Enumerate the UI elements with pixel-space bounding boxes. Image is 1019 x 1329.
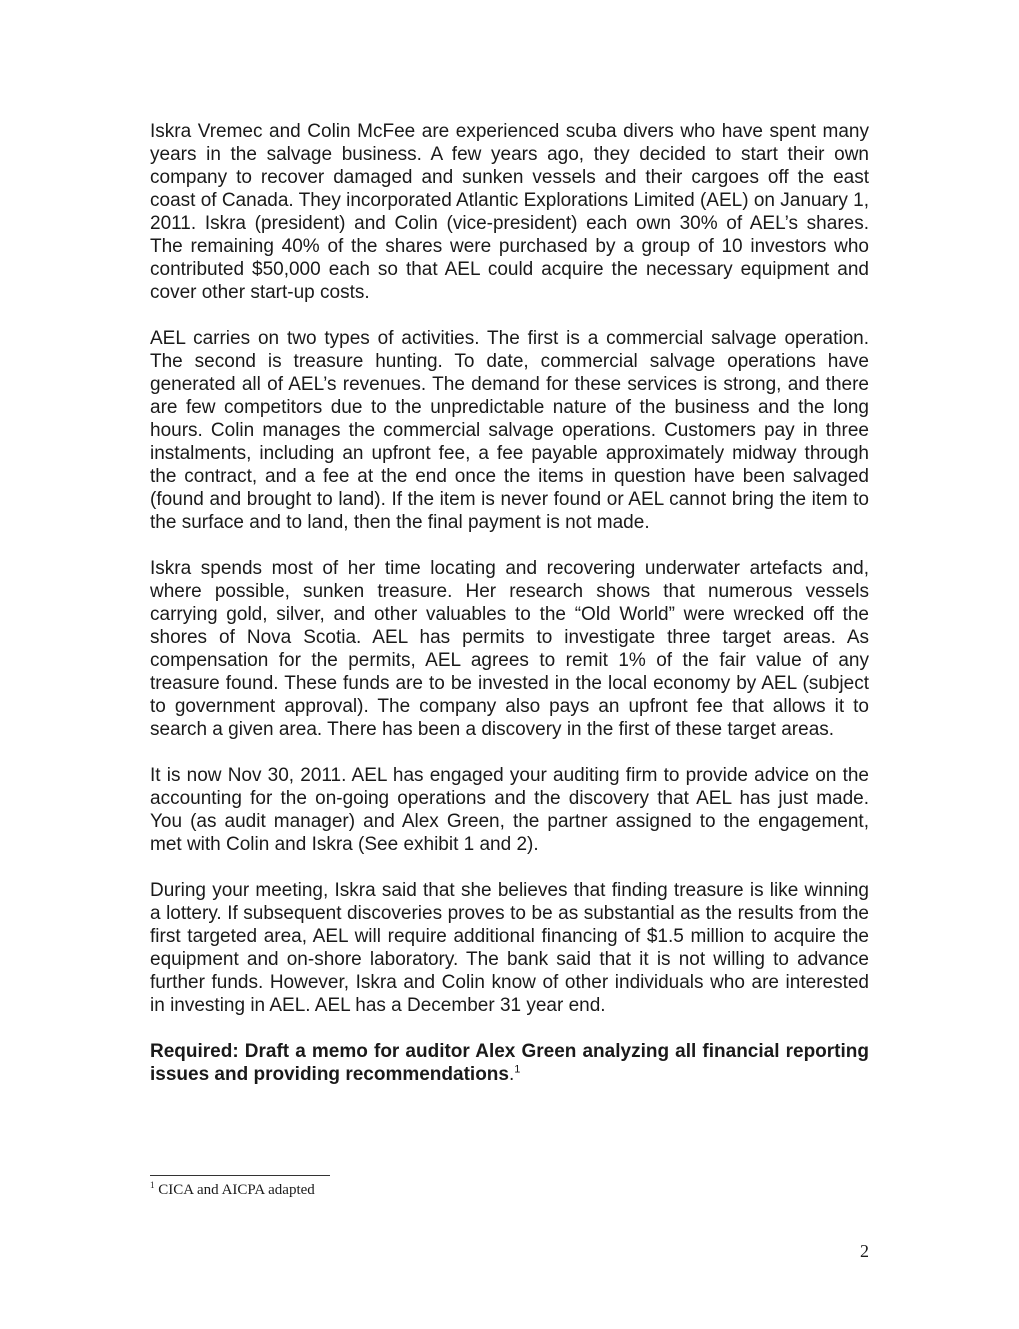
footnote-marker: 1: [150, 1180, 155, 1190]
paragraph-treasure: Iskra spends most of her time locating and recovering underwater artefacts and, where possible, sunken treasure. Her research shows that numerous vessels carrying gold, silver, and other valuables to the “Old World” were wrecked off the shores of Nova Scotia. AEL has permits to investigate three target areas. As compensation for the permits, AEL agrees to remit 1% of the fair value of any treasure found. These funds are to be invested in the local economy by AEL (subject to government approval). The company also pays an upfront fee that allows it to search a given area. There has been a discovery in the first of these target areas.: [150, 558, 869, 740]
footnote: [150, 1181, 315, 1199]
paragraph-background: Iskra Vremec and Colin McFee are experienced scuba divers who have spent many years in the salvage business. A few years ago, they decided to start their own company to recover damaged and sunken vessels and their cargoes off the east coast of Canada. They incorporated Atlantic Explorations Limited (AEL) on January 1, 2011. Iskra (president) and Colin (vice-president) each own 30% of AEL’s shares. The remaining 40% of the shares were purchased by a group of 10 investors who contributed $50,000 each so that AEL could acquire the necessary equipment and cover other start-up costs.: [150, 121, 869, 303]
footnote-divider: [150, 1175, 330, 1176]
footnote-text: CICA and AICPA adapted: [154, 1182, 315, 1198]
paragraph-activities: AEL carries on two types of activities. The first is a commercial salvage operation. The second is treasure hunting. To date, commercial salvage operations have generated all of AEL’s revenues. The demand for these services is strong, and there are few competitors due to the unpredictable nature of the business and the long hours. Colin manages the commercial salvage operations. Customers pay in three instalments, including an upfront fee, a fee payable approximately midway through the contract, and a fee at the end once the items in question have been salvaged (found and brought to land). If the item is never found or AEL cannot bring the item to the surface and to land, then the final payment is not made.: [150, 328, 869, 533]
body-text: [150, 120, 869, 1086]
paragraph-engagement: It is now Nov 30, 2011. AEL has engaged your auditing firm to provide advice on the accounting for the on-going operations and the discovery that AEL has just made. You (as audit manager) and Alex Green, the partner assigned to the engagement, met with Colin and Iskra (See exhibit 1 and 2).: [150, 765, 869, 855]
required-text: Required: Draft a memo for auditor Alex Green analyzing all financial reporting issues and providing recommendations: [150, 1041, 869, 1085]
required-statement: [150, 1040, 869, 1086]
paragraph-financing: During your meeting, Iskra said that she believes that finding treasure is like winning a lottery. If subsequent discoveries proves to be as substantial as the results from the first targeted area, AEL will require additional financing of $1.5 million to acquire the equipment and on-shore laboratory. The bank said that it is not willing to advance further funds. However, Iskra and Colin know of other individuals who are interested in investing in AEL. AEL has a December 31 year end.: [150, 880, 869, 1016]
page-number: 2: [860, 1241, 869, 1261]
footnote-reference: 1: [514, 1063, 521, 1076]
required-period: .: [508, 1064, 515, 1085]
